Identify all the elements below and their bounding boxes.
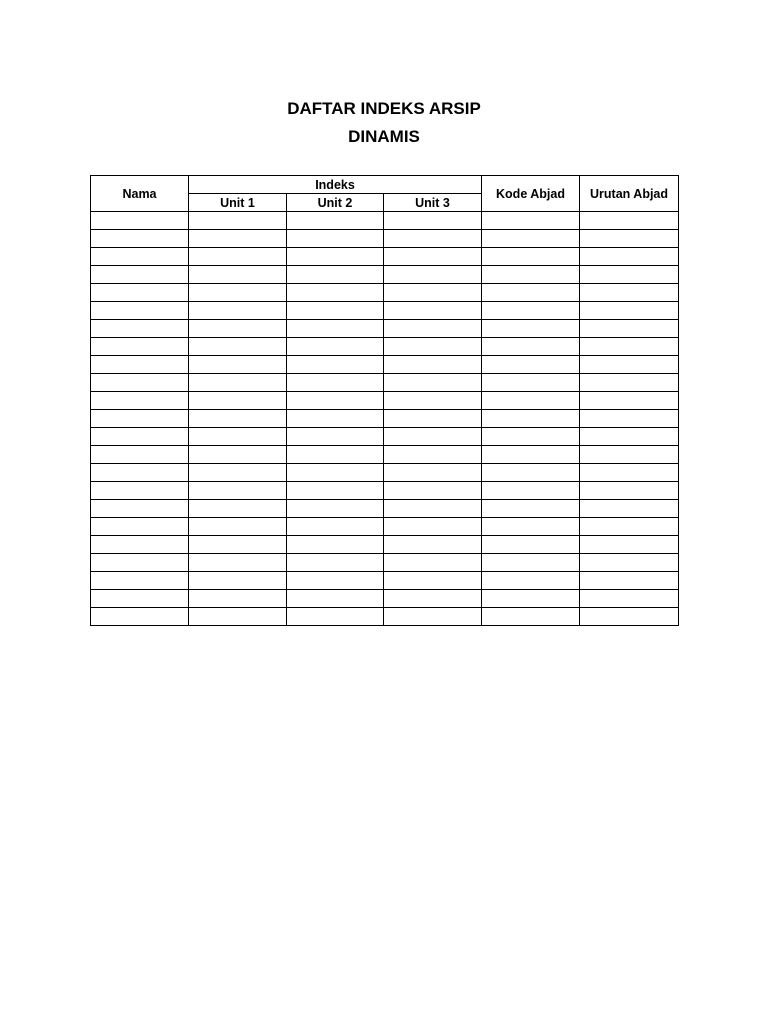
table-row	[91, 446, 679, 464]
cell-unit-1	[189, 572, 287, 590]
cell-unit-2	[287, 356, 384, 374]
cell-unit-2	[287, 446, 384, 464]
header-indeks: Indeks	[189, 176, 482, 194]
cell-unit-1	[189, 284, 287, 302]
cell-urutan-abjad	[580, 608, 679, 626]
cell-urutan-abjad	[580, 356, 679, 374]
cell-nama	[91, 302, 189, 320]
document-title	[0, 95, 768, 151]
cell-unit-2	[287, 500, 384, 518]
header-urutan-abjad: Urutan Abjad	[580, 176, 679, 212]
table-row	[91, 248, 679, 266]
cell-urutan-abjad	[580, 554, 679, 572]
cell-nama	[91, 500, 189, 518]
cell-unit-3	[384, 248, 482, 266]
cell-nama	[91, 356, 189, 374]
cell-kode-abjad	[482, 302, 580, 320]
cell-unit-3	[384, 356, 482, 374]
cell-kode-abjad	[482, 536, 580, 554]
title-line-2: DINAMIS	[348, 127, 420, 146]
cell-unit-2	[287, 608, 384, 626]
cell-unit-3	[384, 392, 482, 410]
cell-nama	[91, 338, 189, 356]
cell-urutan-abjad	[580, 410, 679, 428]
cell-unit-2	[287, 248, 384, 266]
cell-unit-3	[384, 572, 482, 590]
cell-unit-1	[189, 392, 287, 410]
cell-unit-1	[189, 212, 287, 230]
cell-unit-3	[384, 500, 482, 518]
cell-unit-1	[189, 320, 287, 338]
table-body	[91, 212, 679, 626]
table-row	[91, 320, 679, 338]
cell-nama	[91, 266, 189, 284]
cell-unit-2	[287, 320, 384, 338]
table-row	[91, 482, 679, 500]
cell-unit-3	[384, 464, 482, 482]
cell-nama	[91, 212, 189, 230]
table-row	[91, 392, 679, 410]
cell-kode-abjad	[482, 410, 580, 428]
table-row	[91, 230, 679, 248]
cell-unit-3	[384, 554, 482, 572]
cell-urutan-abjad	[580, 536, 679, 554]
cell-nama	[91, 320, 189, 338]
cell-unit-2	[287, 482, 384, 500]
table-row	[91, 500, 679, 518]
cell-urutan-abjad	[580, 518, 679, 536]
cell-nama	[91, 608, 189, 626]
cell-unit-2	[287, 572, 384, 590]
cell-unit-3	[384, 518, 482, 536]
table-row	[91, 518, 679, 536]
cell-unit-1	[189, 500, 287, 518]
cell-unit-3	[384, 482, 482, 500]
cell-unit-2	[287, 230, 384, 248]
cell-unit-3	[384, 230, 482, 248]
cell-unit-1	[189, 338, 287, 356]
cell-kode-abjad	[482, 356, 580, 374]
table-row	[91, 302, 679, 320]
cell-urutan-abjad	[580, 212, 679, 230]
cell-urutan-abjad	[580, 302, 679, 320]
cell-kode-abjad	[482, 212, 580, 230]
cell-unit-3	[384, 212, 482, 230]
cell-nama	[91, 392, 189, 410]
cell-unit-1	[189, 446, 287, 464]
cell-urutan-abjad	[580, 320, 679, 338]
cell-unit-2	[287, 410, 384, 428]
cell-kode-abjad	[482, 446, 580, 464]
cell-urutan-abjad	[580, 428, 679, 446]
cell-unit-3	[384, 428, 482, 446]
cell-nama	[91, 464, 189, 482]
cell-nama	[91, 446, 189, 464]
cell-unit-2	[287, 590, 384, 608]
cell-unit-1	[189, 266, 287, 284]
cell-urutan-abjad	[580, 230, 679, 248]
cell-urutan-abjad	[580, 482, 679, 500]
cell-kode-abjad	[482, 284, 580, 302]
cell-unit-2	[287, 518, 384, 536]
cell-unit-3	[384, 590, 482, 608]
cell-unit-1	[189, 410, 287, 428]
cell-unit-1	[189, 590, 287, 608]
cell-unit-1	[189, 554, 287, 572]
cell-unit-3	[384, 266, 482, 284]
table-row	[91, 374, 679, 392]
table-row	[91, 266, 679, 284]
cell-kode-abjad	[482, 572, 580, 590]
cell-nama	[91, 590, 189, 608]
cell-urutan-abjad	[580, 374, 679, 392]
cell-unit-1	[189, 428, 287, 446]
cell-kode-abjad	[482, 554, 580, 572]
cell-unit-2	[287, 374, 384, 392]
cell-kode-abjad	[482, 338, 580, 356]
cell-urutan-abjad	[580, 590, 679, 608]
cell-nama	[91, 284, 189, 302]
cell-kode-abjad	[482, 248, 580, 266]
index-table	[90, 175, 679, 626]
table-row	[91, 284, 679, 302]
cell-kode-abjad	[482, 608, 580, 626]
cell-unit-3	[384, 608, 482, 626]
cell-unit-2	[287, 428, 384, 446]
cell-unit-2	[287, 266, 384, 284]
cell-unit-1	[189, 302, 287, 320]
cell-unit-2	[287, 536, 384, 554]
header-unit-1: Unit 1	[189, 194, 287, 212]
cell-unit-2	[287, 212, 384, 230]
cell-kode-abjad	[482, 482, 580, 500]
cell-unit-1	[189, 482, 287, 500]
table-row	[91, 338, 679, 356]
cell-urutan-abjad	[580, 500, 679, 518]
cell-unit-1	[189, 464, 287, 482]
cell-unit-1	[189, 518, 287, 536]
cell-kode-abjad	[482, 428, 580, 446]
cell-urutan-abjad	[580, 392, 679, 410]
table-row	[91, 464, 679, 482]
cell-unit-3	[384, 284, 482, 302]
header-unit-3: Unit 3	[384, 194, 482, 212]
header-kode-abjad: Kode Abjad	[482, 176, 580, 212]
cell-kode-abjad	[482, 518, 580, 536]
cell-unit-1	[189, 608, 287, 626]
cell-unit-3	[384, 320, 482, 338]
cell-unit-2	[287, 284, 384, 302]
table-row	[91, 536, 679, 554]
table-row	[91, 410, 679, 428]
cell-unit-1	[189, 374, 287, 392]
cell-unit-1	[189, 248, 287, 266]
cell-nama	[91, 536, 189, 554]
cell-nama	[91, 518, 189, 536]
cell-kode-abjad	[482, 230, 580, 248]
cell-nama	[91, 410, 189, 428]
table-row	[91, 356, 679, 374]
cell-urutan-abjad	[580, 338, 679, 356]
cell-unit-1	[189, 230, 287, 248]
cell-urutan-abjad	[580, 572, 679, 590]
cell-unit-2	[287, 302, 384, 320]
title-line-1: DAFTAR INDEKS ARSIP	[287, 99, 481, 118]
cell-unit-3	[384, 374, 482, 392]
table-row	[91, 572, 679, 590]
cell-unit-2	[287, 554, 384, 572]
cell-urutan-abjad	[580, 284, 679, 302]
cell-unit-2	[287, 464, 384, 482]
cell-unit-2	[287, 392, 384, 410]
cell-kode-abjad	[482, 374, 580, 392]
table-row	[91, 428, 679, 446]
cell-unit-3	[384, 302, 482, 320]
cell-nama	[91, 428, 189, 446]
table-row	[91, 212, 679, 230]
table-row	[91, 608, 679, 626]
cell-kode-abjad	[482, 266, 580, 284]
cell-unit-3	[384, 536, 482, 554]
cell-kode-abjad	[482, 500, 580, 518]
cell-nama	[91, 554, 189, 572]
cell-kode-abjad	[482, 320, 580, 338]
cell-urutan-abjad	[580, 464, 679, 482]
cell-unit-3	[384, 446, 482, 464]
cell-urutan-abjad	[580, 248, 679, 266]
header-row-1	[91, 176, 679, 194]
cell-nama	[91, 572, 189, 590]
table-row	[91, 554, 679, 572]
table-row	[91, 590, 679, 608]
header-unit-2: Unit 2	[287, 194, 384, 212]
cell-nama	[91, 374, 189, 392]
cell-urutan-abjad	[580, 446, 679, 464]
cell-urutan-abjad	[580, 266, 679, 284]
cell-unit-3	[384, 338, 482, 356]
cell-nama	[91, 248, 189, 266]
cell-nama	[91, 230, 189, 248]
cell-nama	[91, 482, 189, 500]
cell-unit-1	[189, 536, 287, 554]
cell-kode-abjad	[482, 464, 580, 482]
cell-unit-3	[384, 410, 482, 428]
cell-unit-2	[287, 338, 384, 356]
cell-kode-abjad	[482, 590, 580, 608]
cell-kode-abjad	[482, 392, 580, 410]
cell-unit-1	[189, 356, 287, 374]
header-nama: Nama	[91, 176, 189, 212]
